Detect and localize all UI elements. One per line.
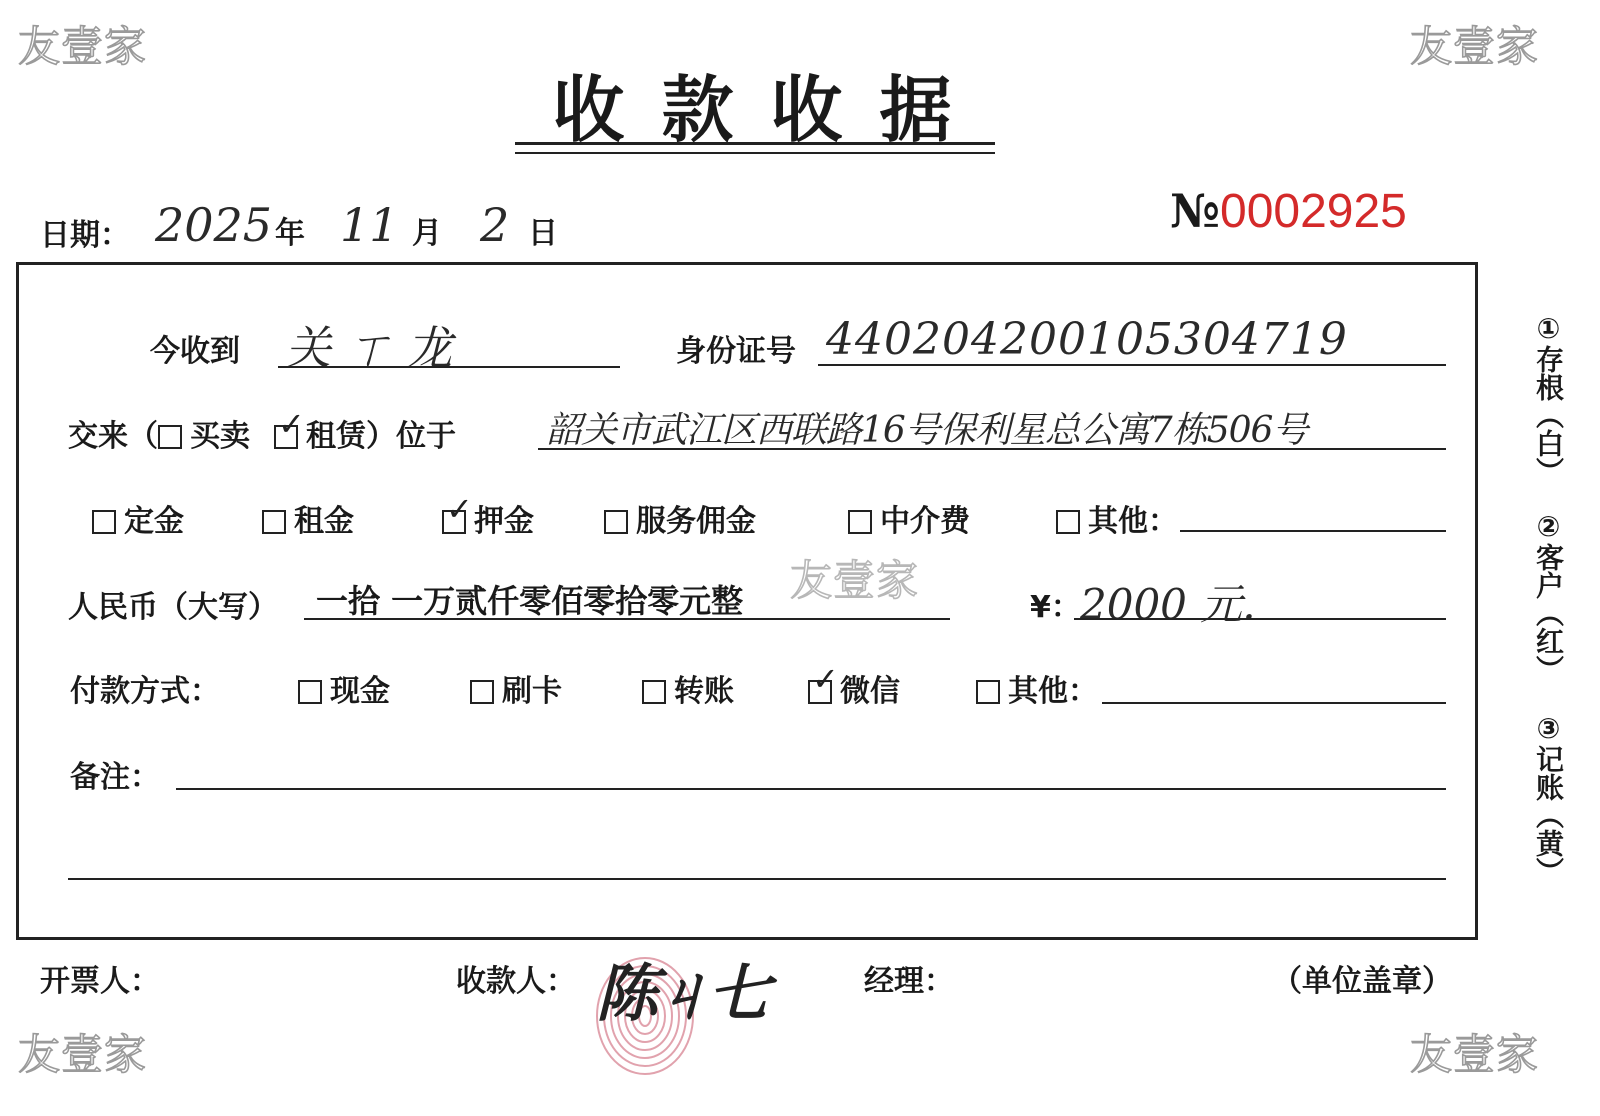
received-from-line	[278, 366, 620, 368]
pay-wechat	[808, 666, 900, 710]
id-number-label: 身份证号	[676, 334, 796, 369]
watermark-center: 友壹家	[790, 556, 920, 605]
amount-label: 人民币（大写）	[68, 590, 278, 625]
address-line	[538, 448, 1446, 450]
pay-other-checkbox[interactable]	[976, 680, 1000, 704]
date-year: 2025	[155, 198, 273, 252]
fee-security	[442, 496, 534, 540]
payment-label: 付款方式：	[70, 674, 220, 709]
pay-wechat-label: 微信	[840, 674, 900, 709]
fee-service-label: 服务佣金	[636, 504, 756, 539]
title-underline-2	[515, 152, 995, 154]
paid-for-label-end: ）位于	[366, 419, 456, 454]
fee-deposit	[92, 496, 184, 540]
copy-stub-text: ①存根（白）	[1532, 312, 1565, 485]
rent-label: 租赁	[306, 419, 366, 454]
amount-words-line	[304, 618, 950, 620]
pay-card-checkbox[interactable]	[470, 680, 494, 704]
fee-rent	[262, 496, 354, 540]
fee-agency	[848, 496, 970, 540]
fee-service	[604, 496, 756, 540]
fee-security-checkbox[interactable]	[442, 510, 466, 534]
title-underline-1	[515, 142, 995, 145]
pay-cash-label: 现金	[330, 674, 390, 709]
address-value: 韶关市武江区西联路16号保利星总公寓7栋506号	[546, 410, 1308, 451]
manager-label: 经理：	[864, 964, 954, 999]
pay-cash	[298, 666, 390, 710]
pay-cash-checkbox[interactable]	[298, 680, 322, 704]
remarks-label: 备注：	[70, 760, 160, 795]
received-from-label: 今收到	[150, 334, 240, 369]
pay-wechat-checkbox[interactable]	[808, 680, 832, 704]
fee-rent-label: 租金	[294, 504, 354, 539]
amount-figure-line	[1074, 618, 1446, 620]
id-number-line	[818, 364, 1446, 366]
fee-other-label: 其他：	[1088, 504, 1178, 539]
fee-deposit-label: 定金	[124, 504, 184, 539]
fee-rent-checkbox[interactable]	[262, 510, 286, 534]
copy-accounting-text: ③记账（黄）	[1532, 712, 1565, 885]
received-from-value: 关 ㄒ 龙	[285, 321, 453, 375]
date-month-unit: 月	[412, 216, 442, 251]
buy-sell-checkbox[interactable]	[158, 425, 182, 449]
payee-signature: 陈ㄐ七	[596, 957, 765, 1030]
pay-other-line	[1102, 702, 1446, 704]
fee-agency-checkbox[interactable]	[848, 510, 872, 534]
fee-agency-label: 中介费	[880, 504, 970, 539]
fee-deposit-checkbox[interactable]	[92, 510, 116, 534]
pay-card-label: 刷卡	[502, 674, 562, 709]
watermark-bottom-right: 友壹家	[1410, 1030, 1540, 1079]
pay-transfer	[642, 666, 734, 710]
payee-label: 收款人：	[456, 964, 576, 999]
issuer-label: 开票人：	[40, 964, 160, 999]
paid-for-row	[68, 411, 456, 455]
copy-customer-text: ②客户（红）	[1532, 510, 1565, 683]
pay-transfer-checkbox[interactable]	[642, 680, 666, 704]
pay-transfer-label: 转账	[674, 674, 734, 709]
fee-security-label: 押金	[474, 504, 534, 539]
paid-for-label-start: 交来（	[68, 419, 158, 454]
fee-other-checkbox[interactable]	[1056, 510, 1080, 534]
watermark-top-right: 友壹家	[1410, 22, 1540, 71]
rent-checkbox[interactable]	[274, 425, 298, 449]
number-prefix: №	[1170, 184, 1220, 238]
receipt-number	[1170, 184, 1407, 239]
pay-other-label: 其他：	[1008, 674, 1098, 709]
copy-customer-label	[1530, 510, 1566, 691]
yuan-symbol: ¥：	[1030, 590, 1081, 625]
buy-sell-label: 买卖	[190, 419, 250, 454]
id-number-value: 440204200105304719	[826, 314, 1348, 365]
amount-figure: 2000 元.	[1080, 580, 1256, 629]
copy-accounting-label	[1530, 712, 1566, 893]
date-day-unit: 日	[528, 216, 558, 251]
pay-other	[976, 666, 1098, 710]
date-year-unit: 年	[275, 216, 305, 251]
number-value: 0002925	[1220, 185, 1407, 238]
copy-stub-label	[1530, 312, 1566, 493]
fee-service-checkbox[interactable]	[604, 510, 628, 534]
amount-words: 一拾 一万贰仟零佰零拾零元整	[316, 582, 744, 620]
seal-label: （单位盖章）	[1272, 964, 1452, 999]
pay-card	[470, 666, 562, 710]
fee-other-line	[1180, 530, 1446, 532]
receipt-title: 收 款 收 据	[552, 68, 958, 152]
watermark-top-left: 友壹家	[18, 22, 148, 71]
date-day: 2	[480, 198, 510, 252]
fee-other	[1056, 496, 1178, 540]
remarks-line-1	[176, 788, 1446, 790]
remarks-line-2	[68, 878, 1446, 880]
date-label: 日期：	[40, 218, 130, 253]
date-month: 11	[340, 198, 399, 252]
watermark-bottom-left: 友壹家	[18, 1030, 148, 1079]
